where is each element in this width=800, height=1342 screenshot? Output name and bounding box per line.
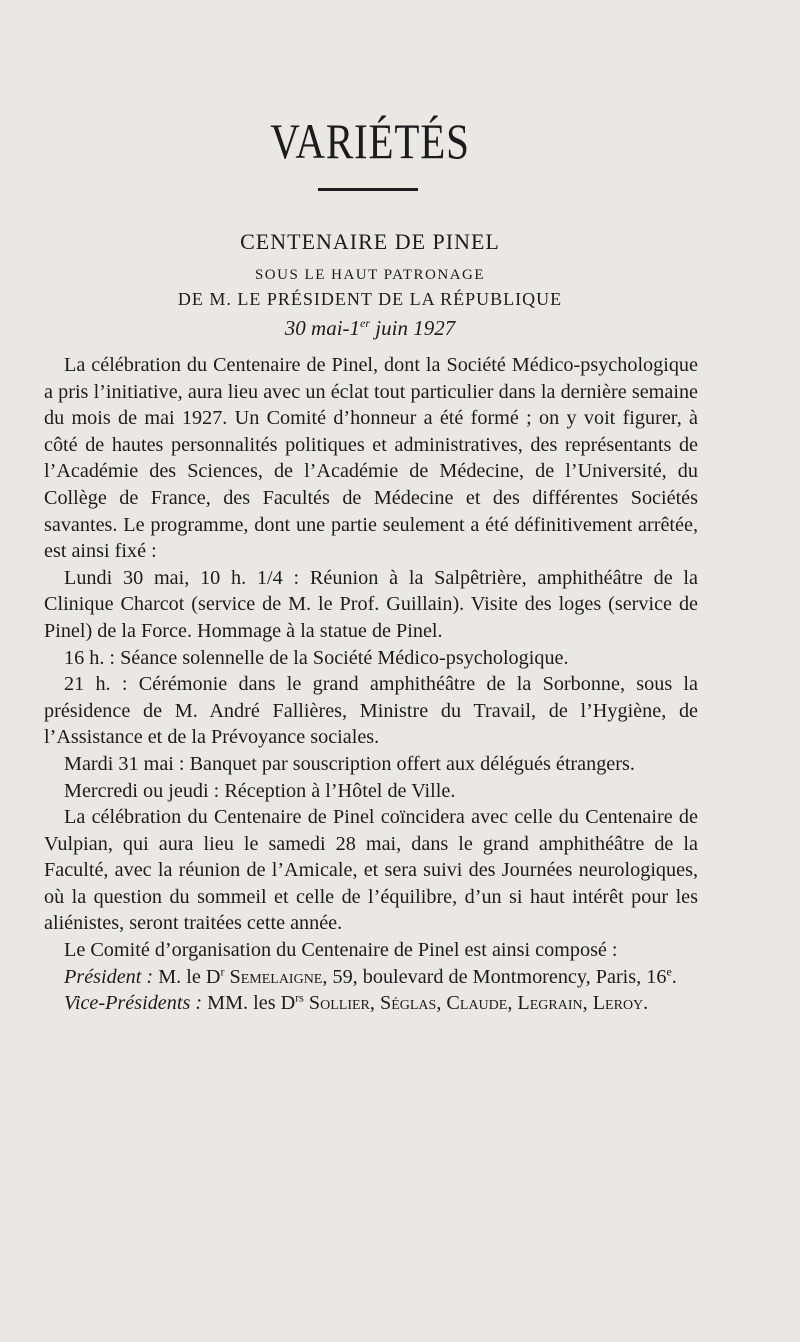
- president-line: DE M. LE PRÉSIDENT DE LA RÉPUBLIQUE: [177, 289, 563, 309]
- paragraph-lundi: Lundi 30 mai, 10 h. 1/4 : Réunion à la Salpêtrière, amphithéâtre de la Clinique Charcot (service de M. le Prof. Guillain). Visite des loges (service de Pinel) de la Force. Hommage à la statue de Pinel.: [44, 566, 698, 642]
- paragraph-vulpian: La célébration du Centenaire de Pinel coïncidera avec celle du Centenaire de Vulpian, qui aura lieu le samedi 28 mai, dans le grand amphithéâtre de la Faculté, avec la réunion de l’Amicale, et sera suivi des Journées neurologiques, où la question du sommeil et celle de l’équilibre, d’un si haut intérêt pour les aliénistes, seront traitées cette année.: [44, 806, 698, 935]
- paragraph-vice-presidents: Vice-Présidents : MM. les $D^{rs}$ Sollier, Séglas, Claude, Legrain, Leroy.: [64, 990, 649, 1015]
- paragraph-president: Président : M. le $D^r$ Semelaigne, 59, boulevard de Montmorency, Paris, 16e.: [64, 963, 677, 988]
- paragraph-16h: 16 h. : Séance solennelle de la Société Médico-psychologique.: [64, 646, 569, 669]
- section-heading: CENTENAIRE DE PINEL: [240, 229, 500, 254]
- event-date: 30 mai-1er juin 1927: [284, 316, 456, 340]
- page-title: VARIÉTÉS: [270, 113, 470, 169]
- title-divider: [318, 188, 418, 191]
- patronage-line: SOUS LE HAUT PATRONAGE: [254, 267, 486, 283]
- article-body: [44, 352, 698, 1017]
- vice-presidents-label: Vice-Présidents :: [64, 992, 203, 1015]
- paragraph-21h: 21 h. : Cérémonie dans le grand amphithéâtre de la Sorbonne, sous la présidence de M. André Fallières, Ministre du Travail, de l’Hygiène, de l’Assistance et de la Prévoyance sociales.: [44, 673, 698, 749]
- president-name: Semelaigne: [224, 965, 323, 988]
- paragraph-comite: Le Comité d’organisation du Centenaire de Pinel est ainsi composé :: [64, 939, 618, 962]
- president-label: Président :: [64, 965, 154, 988]
- paragraph-mardi: Mardi 31 mai : Banquet par souscription offert aux délégués étrangers.: [64, 752, 635, 775]
- vice-presidents-names: Sollier, Séglas, Claude, Legrain, Leroy.: [303, 992, 649, 1015]
- paragraph-mercredi: Mercredi ou jeudi : Réception à l’Hôtel de Ville.: [64, 779, 456, 802]
- paragraph-intro: La célébration du Centenaire de Pinel, dont la Société Médico-psychologique a pris l’initiative, aura lieu avec un éclat tout particulier dans la dernière semaine du mois de mai 1927. Un Comité d’honneur a été formé ; on y voit figurer, à côté de hautes personnalités politiques et administratives, des représentants de l’Académie des Sciences, de l’Académie de Médecine, de l’Université, du Collège de France, des Facultés de Médecine et des différentes Sociétés savantes. Le programme, dont une partie seulement a été définitivement arrêtée, est ainsi fixé :: [44, 354, 698, 563]
